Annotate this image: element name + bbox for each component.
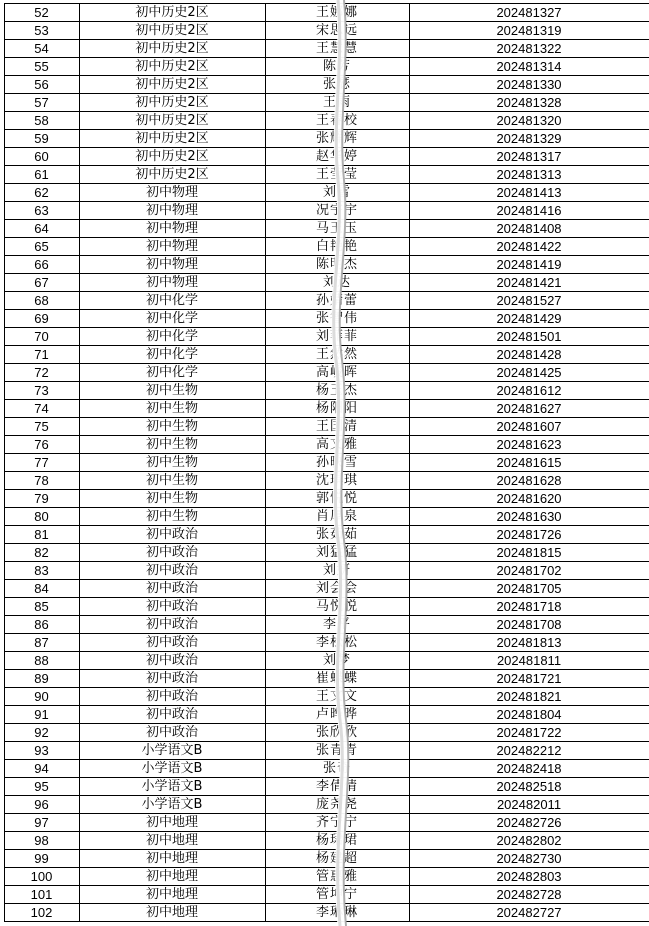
exam-id-cell: 202481408 bbox=[409, 220, 649, 238]
table-row bbox=[0, 778, 649, 796]
table-row bbox=[0, 904, 649, 922]
subject-cell: 初中生物 bbox=[79, 436, 265, 454]
subject-cell: 初中物理 bbox=[79, 202, 265, 220]
table-row bbox=[0, 436, 649, 454]
row-number-cell: 58 bbox=[4, 112, 79, 130]
name-cell: 刘猛猛 bbox=[265, 544, 409, 562]
row-number-cell: 90 bbox=[4, 688, 79, 706]
exam-id-cell: 202481623 bbox=[409, 436, 649, 454]
table-row bbox=[0, 562, 649, 580]
exam-id-cell: 202482803 bbox=[409, 868, 649, 886]
name-cell: 刘妍 bbox=[265, 562, 409, 580]
subject-cell: 初中生物 bbox=[79, 472, 265, 490]
subject-cell: 初中历史2区 bbox=[79, 58, 265, 76]
exam-id-cell: 202481422 bbox=[409, 238, 649, 256]
exam-id-cell: 202481313 bbox=[409, 166, 649, 184]
row-number-cell: 69 bbox=[4, 310, 79, 328]
table-row bbox=[0, 706, 649, 724]
table-row bbox=[0, 580, 649, 598]
exam-id-cell: 202481815 bbox=[409, 544, 649, 562]
table-row bbox=[0, 148, 649, 166]
table-row bbox=[0, 94, 649, 112]
name-cell: 李松松 bbox=[265, 634, 409, 652]
row-number-cell: 74 bbox=[4, 400, 79, 418]
row-number-cell: 95 bbox=[4, 778, 79, 796]
table-row bbox=[0, 832, 649, 850]
row-number-cell: 56 bbox=[4, 76, 79, 94]
name-cell: 管坤宁 bbox=[265, 886, 409, 904]
table-row bbox=[0, 58, 649, 76]
exam-id-cell: 202482212 bbox=[409, 742, 649, 760]
spreadsheet bbox=[0, 3, 649, 922]
name-cell: 崔蝶蝶 bbox=[265, 670, 409, 688]
exam-id-cell: 202481527 bbox=[409, 292, 649, 310]
candidate-table bbox=[0, 3, 649, 922]
exam-id-cell: 202481607 bbox=[409, 418, 649, 436]
name-cell: 陈芳 bbox=[265, 58, 409, 76]
name-cell: 王春校 bbox=[265, 112, 409, 130]
row-number-cell: 88 bbox=[4, 652, 79, 670]
row-number-cell: 55 bbox=[4, 58, 79, 76]
table-row bbox=[0, 490, 649, 508]
name-cell: 赵华婷 bbox=[265, 148, 409, 166]
name-cell: 张欣欣 bbox=[265, 724, 409, 742]
exam-id-cell: 202481722 bbox=[409, 724, 649, 742]
row-number-cell: 60 bbox=[4, 148, 79, 166]
exam-id-cell: 202481416 bbox=[409, 202, 649, 220]
table-row bbox=[0, 814, 649, 832]
name-cell: 李平 bbox=[265, 616, 409, 634]
exam-id-cell: 202481329 bbox=[409, 130, 649, 148]
name-cell: 王雨 bbox=[265, 94, 409, 112]
name-cell: 张智伟 bbox=[265, 310, 409, 328]
exam-id-cell: 202482802 bbox=[409, 832, 649, 850]
exam-id-cell: 202481314 bbox=[409, 58, 649, 76]
row-number-cell: 99 bbox=[4, 850, 79, 868]
table-row bbox=[0, 202, 649, 220]
exam-id-cell: 202481804 bbox=[409, 706, 649, 724]
exam-id-cell: 202482727 bbox=[409, 904, 649, 922]
table-row bbox=[0, 238, 649, 256]
exam-id-cell: 202481501 bbox=[409, 328, 649, 346]
name-cell: 李倩倩 bbox=[265, 778, 409, 796]
row-number-cell: 76 bbox=[4, 436, 79, 454]
subject-cell: 小学语文B bbox=[79, 778, 265, 796]
row-number-cell: 59 bbox=[4, 130, 79, 148]
exam-id-cell: 202481721 bbox=[409, 670, 649, 688]
table-row bbox=[0, 760, 649, 778]
subject-cell: 初中地理 bbox=[79, 814, 265, 832]
table-row bbox=[0, 886, 649, 904]
subject-cell: 初中地理 bbox=[79, 886, 265, 904]
exam-id-cell: 202481813 bbox=[409, 634, 649, 652]
exam-id-cell: 202481328 bbox=[409, 94, 649, 112]
name-cell: 张茹茹 bbox=[265, 526, 409, 544]
name-cell: 张辉辉 bbox=[265, 130, 409, 148]
table-row bbox=[0, 868, 649, 886]
table-row bbox=[0, 328, 649, 346]
row-number-cell: 57 bbox=[4, 94, 79, 112]
subject-cell: 初中生物 bbox=[79, 418, 265, 436]
exam-id-cell: 202481425 bbox=[409, 364, 649, 382]
table-row bbox=[0, 598, 649, 616]
name-cell: 杨建超 bbox=[265, 850, 409, 868]
name-cell: 刘菲菲 bbox=[265, 328, 409, 346]
exam-id-cell: 202481708 bbox=[409, 616, 649, 634]
table-row bbox=[0, 256, 649, 274]
table-row bbox=[0, 418, 649, 436]
exam-id-cell: 202481319 bbox=[409, 22, 649, 40]
subject-cell: 初中政治 bbox=[79, 580, 265, 598]
exam-id-cell: 202481811 bbox=[409, 652, 649, 670]
row-number-cell: 91 bbox=[4, 706, 79, 724]
table-row bbox=[0, 112, 649, 130]
row-number-cell: 102 bbox=[4, 904, 79, 922]
exam-id-cell: 202481413 bbox=[409, 184, 649, 202]
name-cell: 陈明杰 bbox=[265, 256, 409, 274]
subject-cell: 初中物理 bbox=[79, 238, 265, 256]
table-row bbox=[0, 130, 649, 148]
exam-id-cell: 202482011 bbox=[409, 796, 649, 814]
name-cell: 齐宁宁 bbox=[265, 814, 409, 832]
row-number-cell: 87 bbox=[4, 634, 79, 652]
name-cell: 肖厚泉 bbox=[265, 508, 409, 526]
exam-id-cell: 202481628 bbox=[409, 472, 649, 490]
subject-cell: 初中生物 bbox=[79, 490, 265, 508]
row-number-cell: 101 bbox=[4, 886, 79, 904]
row-number-cell: 80 bbox=[4, 508, 79, 526]
subject-cell: 初中地理 bbox=[79, 832, 265, 850]
row-number-cell: 82 bbox=[4, 544, 79, 562]
name-cell: 杨阳阳 bbox=[265, 400, 409, 418]
exam-id-cell: 202481322 bbox=[409, 40, 649, 58]
exam-id-cell: 202481419 bbox=[409, 256, 649, 274]
exam-id-cell: 202481330 bbox=[409, 76, 649, 94]
row-number-cell: 97 bbox=[4, 814, 79, 832]
table-row bbox=[0, 40, 649, 58]
subject-cell: 小学语文B bbox=[79, 742, 265, 760]
subject-cell: 初中政治 bbox=[79, 544, 265, 562]
name-cell: 沈琪琪 bbox=[265, 472, 409, 490]
row-number-cell: 73 bbox=[4, 382, 79, 400]
row-number-cell: 100 bbox=[4, 868, 79, 886]
row-number-cell: 64 bbox=[4, 220, 79, 238]
subject-cell: 初中历史2区 bbox=[79, 22, 265, 40]
exam-id-cell: 202481705 bbox=[409, 580, 649, 598]
row-number-cell: 66 bbox=[4, 256, 79, 274]
exam-id-cell: 202481702 bbox=[409, 562, 649, 580]
subject-cell: 初中地理 bbox=[79, 904, 265, 922]
subject-cell: 初中化学 bbox=[79, 346, 265, 364]
table-row bbox=[0, 454, 649, 472]
row-number-cell: 65 bbox=[4, 238, 79, 256]
table-row bbox=[0, 616, 649, 634]
subject-cell: 初中政治 bbox=[79, 616, 265, 634]
name-cell: 王娜娜 bbox=[265, 4, 409, 22]
table-row bbox=[0, 796, 649, 814]
name-cell: 杨珺珺 bbox=[265, 832, 409, 850]
row-number-cell: 62 bbox=[4, 184, 79, 202]
subject-cell: 初中物理 bbox=[79, 220, 265, 238]
table-row bbox=[0, 364, 649, 382]
subject-cell: 初中历史2区 bbox=[79, 112, 265, 130]
table-row bbox=[0, 526, 649, 544]
row-number-cell: 67 bbox=[4, 274, 79, 292]
name-cell: 白艳艳 bbox=[265, 238, 409, 256]
name-cell: 张瑟 bbox=[265, 76, 409, 94]
subject-cell: 初中物理 bbox=[79, 184, 265, 202]
exam-id-cell: 202481821 bbox=[409, 688, 649, 706]
exam-id-cell: 202482418 bbox=[409, 760, 649, 778]
table-row bbox=[0, 634, 649, 652]
subject-cell: 初中地理 bbox=[79, 868, 265, 886]
row-number-cell: 75 bbox=[4, 418, 79, 436]
table-row bbox=[0, 4, 649, 22]
name-cell: 况宇宇 bbox=[265, 202, 409, 220]
subject-cell: 初中政治 bbox=[79, 670, 265, 688]
subject-cell: 小学语文B bbox=[79, 796, 265, 814]
table-row bbox=[0, 166, 649, 184]
subject-cell: 初中生物 bbox=[79, 454, 265, 472]
exam-id-cell: 202481429 bbox=[409, 310, 649, 328]
name-cell: 孙婧蕾 bbox=[265, 292, 409, 310]
subject-cell: 初中化学 bbox=[79, 292, 265, 310]
exam-id-cell: 202482518 bbox=[409, 778, 649, 796]
name-cell: 张奇 bbox=[265, 760, 409, 778]
exam-id-cell: 202481620 bbox=[409, 490, 649, 508]
name-cell: 刘雪 bbox=[265, 184, 409, 202]
table-row bbox=[0, 850, 649, 868]
exam-id-cell: 202482726 bbox=[409, 814, 649, 832]
table-row bbox=[0, 346, 649, 364]
name-cell: 张青青 bbox=[265, 742, 409, 760]
exam-id-cell: 202481612 bbox=[409, 382, 649, 400]
row-number-cell: 61 bbox=[4, 166, 79, 184]
row-number-cell: 52 bbox=[4, 4, 79, 22]
subject-cell: 初中历史2区 bbox=[79, 166, 265, 184]
name-cell: 高文雅 bbox=[265, 436, 409, 454]
table-row bbox=[0, 76, 649, 94]
exam-id-cell: 202482728 bbox=[409, 886, 649, 904]
name-cell: 郭悦悦 bbox=[265, 490, 409, 508]
table-row bbox=[0, 472, 649, 490]
row-number-cell: 84 bbox=[4, 580, 79, 598]
row-number-cell: 79 bbox=[4, 490, 79, 508]
subject-cell: 初中历史2区 bbox=[79, 94, 265, 112]
subject-cell: 初中物理 bbox=[79, 256, 265, 274]
name-cell: 孙映雪 bbox=[265, 454, 409, 472]
subject-cell: 初中政治 bbox=[79, 688, 265, 706]
subject-cell: 初中政治 bbox=[79, 706, 265, 724]
subject-cell: 初中政治 bbox=[79, 598, 265, 616]
table-row bbox=[0, 220, 649, 238]
row-number-cell: 68 bbox=[4, 292, 79, 310]
name-cell: 王慧慧 bbox=[265, 40, 409, 58]
table-row bbox=[0, 274, 649, 292]
row-number-cell: 81 bbox=[4, 526, 79, 544]
exam-id-cell: 202481615 bbox=[409, 454, 649, 472]
name-cell: 卢晔晔 bbox=[265, 706, 409, 724]
row-number-cell: 85 bbox=[4, 598, 79, 616]
table-row bbox=[0, 508, 649, 526]
name-cell: 刘梦 bbox=[265, 652, 409, 670]
name-cell: 王莹莹 bbox=[265, 166, 409, 184]
exam-id-cell: 202481718 bbox=[409, 598, 649, 616]
name-cell: 王然然 bbox=[265, 346, 409, 364]
exam-id-cell: 202481320 bbox=[409, 112, 649, 130]
exam-id-cell: 202481421 bbox=[409, 274, 649, 292]
name-cell: 王国清 bbox=[265, 418, 409, 436]
exam-id-cell: 202481627 bbox=[409, 400, 649, 418]
name-cell: 杨玉杰 bbox=[265, 382, 409, 400]
table-body bbox=[0, 4, 649, 922]
row-number-cell: 53 bbox=[4, 22, 79, 40]
exam-id-cell: 202481630 bbox=[409, 508, 649, 526]
name-cell: 王文文 bbox=[265, 688, 409, 706]
table-row bbox=[0, 184, 649, 202]
subject-cell: 初中历史2区 bbox=[79, 4, 265, 22]
exam-id-cell: 202481726 bbox=[409, 526, 649, 544]
name-cell: 李琳琳 bbox=[265, 904, 409, 922]
row-number-cell: 96 bbox=[4, 796, 79, 814]
table-row bbox=[0, 382, 649, 400]
subject-cell: 初中地理 bbox=[79, 850, 265, 868]
subject-cell: 初中历史2区 bbox=[79, 40, 265, 58]
name-cell: 马悦悦 bbox=[265, 598, 409, 616]
subject-cell: 初中物理 bbox=[79, 274, 265, 292]
exam-id-cell: 202481428 bbox=[409, 346, 649, 364]
table-row bbox=[0, 544, 649, 562]
row-number-cell: 72 bbox=[4, 364, 79, 382]
name-cell: 刘会会 bbox=[265, 580, 409, 598]
row-number-cell: 54 bbox=[4, 40, 79, 58]
table-row bbox=[0, 22, 649, 40]
table-row bbox=[0, 742, 649, 760]
table-row bbox=[0, 688, 649, 706]
row-number-cell: 93 bbox=[4, 742, 79, 760]
table-row bbox=[0, 310, 649, 328]
exam-id-cell: 202481327 bbox=[409, 4, 649, 22]
exam-id-cell: 202482730 bbox=[409, 850, 649, 868]
subject-cell: 初中历史2区 bbox=[79, 76, 265, 94]
table-row bbox=[0, 652, 649, 670]
table-row bbox=[0, 724, 649, 742]
name-cell: 管惠雅 bbox=[265, 868, 409, 886]
subject-cell: 初中化学 bbox=[79, 364, 265, 382]
subject-cell: 初中生物 bbox=[79, 400, 265, 418]
subject-cell: 初中化学 bbox=[79, 310, 265, 328]
table-row bbox=[0, 670, 649, 688]
subject-cell: 初中化学 bbox=[79, 328, 265, 346]
subject-cell: 初中历史2区 bbox=[79, 130, 265, 148]
name-cell: 高峻晖 bbox=[265, 364, 409, 382]
name-cell: 庞尧尧 bbox=[265, 796, 409, 814]
row-number-cell: 83 bbox=[4, 562, 79, 580]
subject-cell: 初中政治 bbox=[79, 526, 265, 544]
subject-cell: 初中生物 bbox=[79, 508, 265, 526]
row-number-cell: 98 bbox=[4, 832, 79, 850]
row-number-cell: 94 bbox=[4, 760, 79, 778]
row-number-cell: 71 bbox=[4, 346, 79, 364]
row-number-cell: 70 bbox=[4, 328, 79, 346]
name-cell: 刘达 bbox=[265, 274, 409, 292]
name-cell: 马玉玉 bbox=[265, 220, 409, 238]
row-number-cell: 92 bbox=[4, 724, 79, 742]
row-number-cell: 89 bbox=[4, 670, 79, 688]
table-row bbox=[0, 292, 649, 310]
subject-cell: 初中生物 bbox=[79, 382, 265, 400]
table-row bbox=[0, 400, 649, 418]
subject-cell: 初中历史2区 bbox=[79, 148, 265, 166]
subject-cell: 初中政治 bbox=[79, 562, 265, 580]
name-cell: 宋思远 bbox=[265, 22, 409, 40]
subject-cell: 小学语文B bbox=[79, 760, 265, 778]
subject-cell: 初中政治 bbox=[79, 724, 265, 742]
subject-cell: 初中政治 bbox=[79, 652, 265, 670]
exam-id-cell: 202481317 bbox=[409, 148, 649, 166]
row-number-cell: 77 bbox=[4, 454, 79, 472]
subject-cell: 初中政治 bbox=[79, 634, 265, 652]
row-number-cell: 86 bbox=[4, 616, 79, 634]
row-number-cell: 78 bbox=[4, 472, 79, 490]
row-number-cell: 63 bbox=[4, 202, 79, 220]
